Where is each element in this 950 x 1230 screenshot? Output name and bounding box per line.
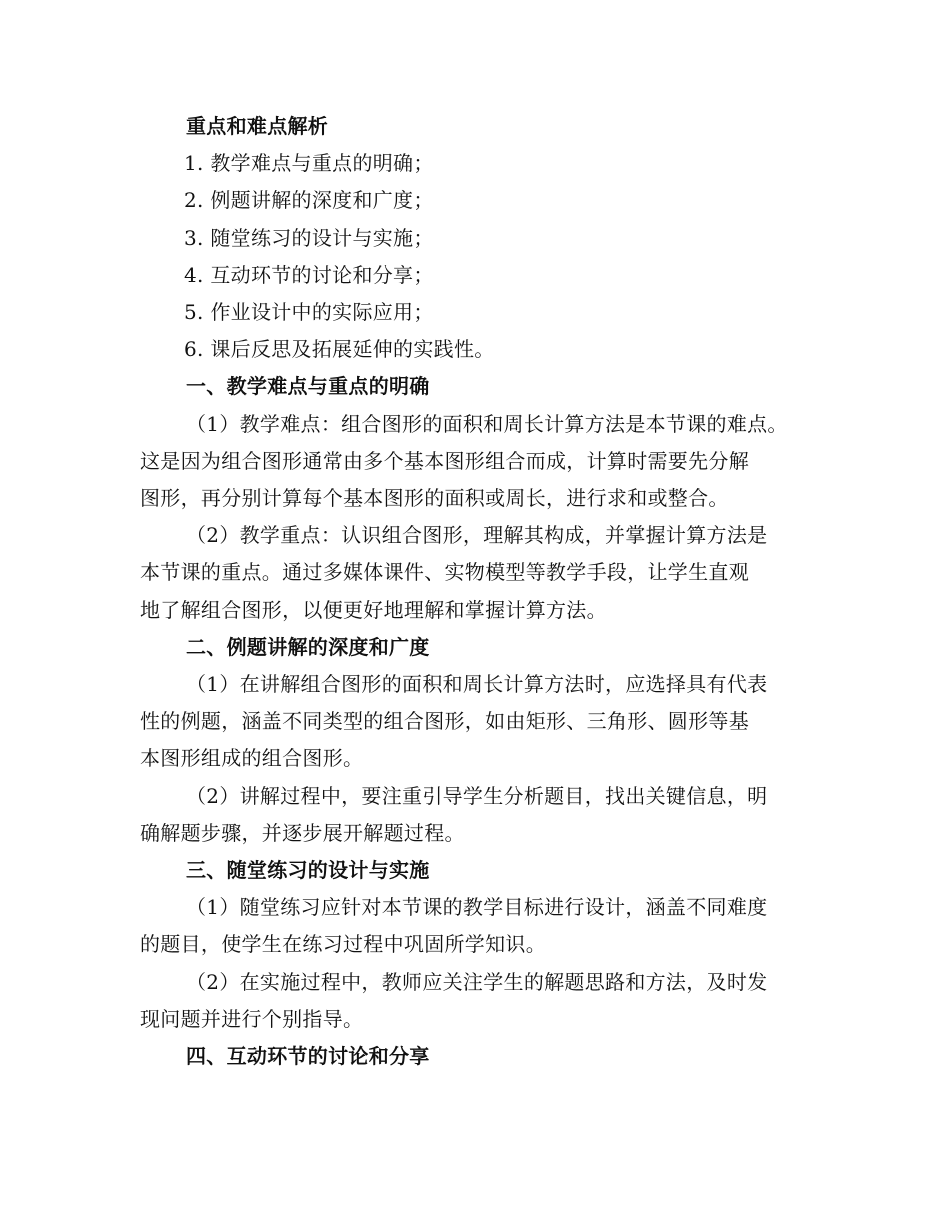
paragraph-line: 现问题并进行个别指导。 xyxy=(140,1006,364,1031)
section-3 xyxy=(140,852,830,1038)
outline-list xyxy=(140,145,830,368)
paragraph-line: 图形，再分别计算每个基本图形的面积或周长，进行求和或整合。 xyxy=(140,486,729,511)
document-title: 重点和难点解析 xyxy=(186,114,329,138)
section-2 xyxy=(140,629,830,852)
paragraph xyxy=(140,406,830,518)
paragraph xyxy=(140,964,830,1038)
paragraph-line: 的题目，使学生在练习过程中巩固所学知识。 xyxy=(140,932,546,957)
paragraph-line: 地了解组合图形，以便更好地理解和掌握计算方法。 xyxy=(140,597,607,622)
section-heading: 一、教学难点与重点的明确 xyxy=(186,374,430,399)
paragraph-line: （2）教学重点：认识组合图形，理解其构成，并掌握计算方法是 xyxy=(186,523,768,548)
paragraph-line: （1）教学难点：组合图形的面积和周长计算方法是本节课的难点。 xyxy=(186,411,788,436)
paragraph-line: 确解题步骤，并逐步展开解题过程。 xyxy=(140,820,465,845)
list-item: 4. 互动环节的讨论和分享； xyxy=(184,262,434,287)
list-item: 1. 教学难点与重点的明确； xyxy=(184,151,434,176)
paragraph-line: （1）在讲解组合图形的面积和周长计算方法时，应选择具有代表 xyxy=(186,672,768,697)
paragraph xyxy=(140,889,830,963)
paragraph-line: 本图形组成的组合图形。 xyxy=(140,746,364,771)
section-4 xyxy=(140,1038,830,1075)
paragraph-line: 性的例题，涵盖不同类型的组合图形，如由矩形、三角形、圆形等基 xyxy=(140,709,749,734)
list-item: 3. 随堂练习的设计与实施； xyxy=(184,225,434,250)
document-body xyxy=(140,108,830,1075)
paragraph-line: （2）讲解过程中，要注重引导学生分析题目，找出关键信息，明 xyxy=(186,783,768,808)
section-heading: 三、随堂练习的设计与实施 xyxy=(186,858,430,883)
list-item: 6. 课后反思及拓展延伸的实践性。 xyxy=(184,337,495,362)
list-item: 5. 作业设计中的实际应用； xyxy=(184,300,434,325)
paragraph xyxy=(140,778,830,852)
paragraph xyxy=(140,666,830,778)
section-1 xyxy=(140,368,830,628)
paragraph-line: 这是因为组合图形通常由多个基本图形组合而成，计算时需要先分解 xyxy=(140,448,749,473)
section-heading: 四、互动环节的讨论和分享 xyxy=(186,1044,430,1069)
paragraph-line: 本节课的重点。通过多媒体课件、实物模型等教学手段，让学生直观 xyxy=(140,560,749,585)
paragraph xyxy=(140,517,830,629)
section-heading: 二、例题讲解的深度和广度 xyxy=(186,634,430,659)
list-item: 2. 例题讲解的深度和广度； xyxy=(184,188,434,213)
paragraph-line: （2）在实施过程中，教师应关注学生的解题思路和方法，及时发 xyxy=(186,969,768,994)
paragraph-line: （1）随堂练习应针对本节课的教学目标进行设计，涵盖不同难度 xyxy=(186,895,768,920)
